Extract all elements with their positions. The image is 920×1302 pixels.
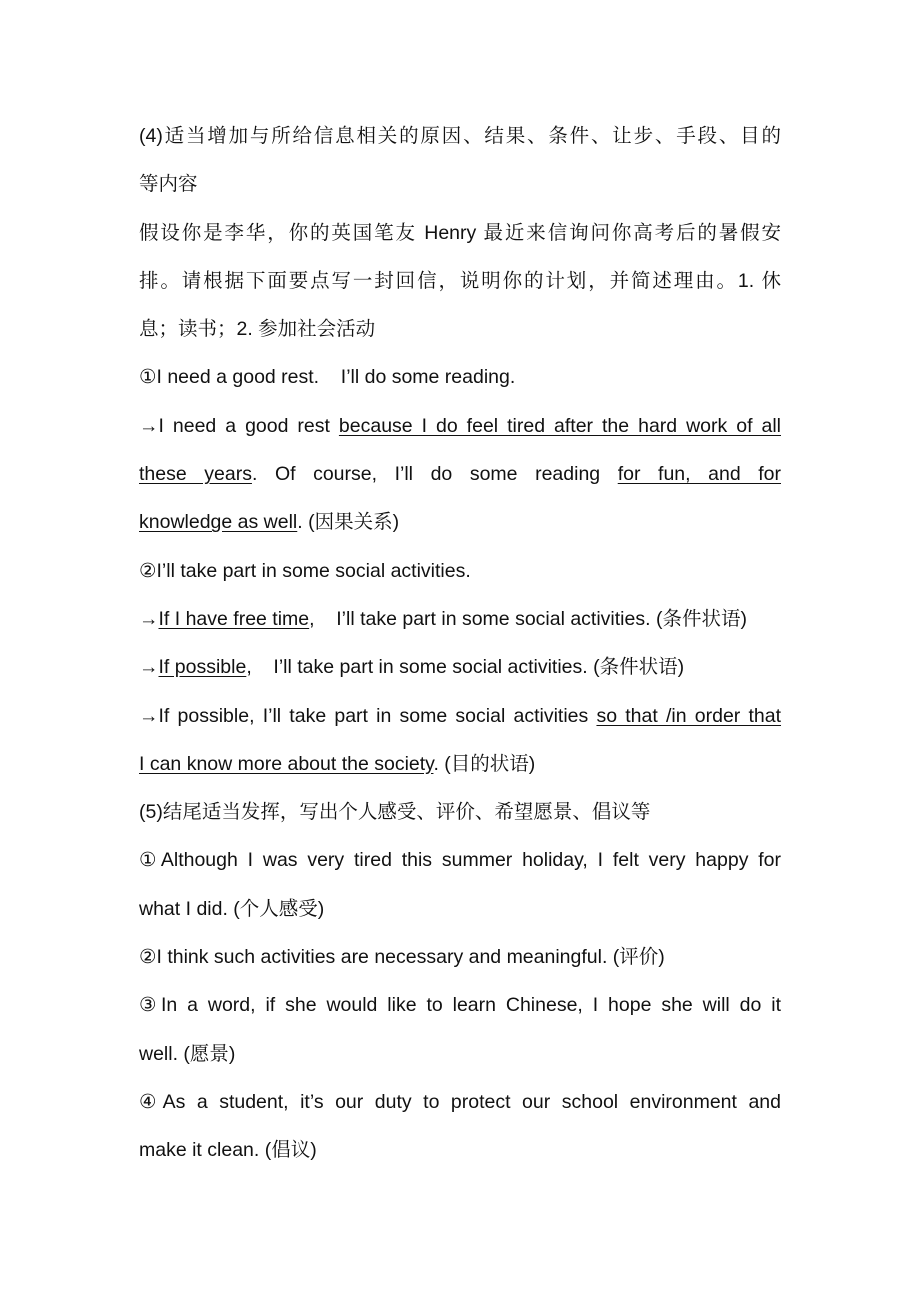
text: (4)适当增加与所给信息相关的原因、结果、条件、让步、手段、目的: [139, 125, 781, 147]
text: ④As a student, it’s our duty to protect our school environment and: [139, 1090, 781, 1113]
underlined-text: knowledge as well: [139, 511, 298, 534]
ending-2: [139, 933, 781, 981]
text: what I did. (个人感受): [139, 897, 325, 920]
text: →: [139, 607, 159, 630]
document-body: [139, 112, 781, 1175]
underlined-text: If possible: [158, 656, 247, 679]
ending-1-cont: [139, 885, 781, 933]
text: →: [139, 656, 159, 679]
underlined-text: I can know more about the society: [139, 752, 434, 775]
text: 排。请根据下面要点写一封回信，说明你的计划，并简述理由。1. 休: [139, 269, 781, 292]
heading-4-cont: [139, 160, 781, 208]
example-1-rewrite-cont: [139, 450, 781, 498]
text: ②I think such activities are necessary and meaningful. (评价): [139, 946, 665, 969]
underlined-text: these years: [139, 463, 252, 486]
text: . (因果关系): [297, 511, 400, 534]
text: , I’ll take part in some social activities. (条件状语): [246, 656, 685, 679]
text: ①Although I was very tired this summer holiday, I felt very happy for: [139, 849, 781, 872]
example-2-rewrite-c: [139, 692, 781, 740]
example-2-rewrite-c-cont: [139, 740, 781, 788]
underlined-text: so that /in order that: [596, 704, 782, 727]
ending-1: [139, 836, 781, 884]
ending-4: [139, 1078, 781, 1126]
text: . (目的状语): [433, 752, 536, 775]
text: →I need a good rest: [139, 414, 339, 437]
text: (5)结尾适当发挥，写出个人感受、评价、希望愿景、倡议等: [139, 801, 651, 824]
text: , I’ll take part in some social activities. (条件状语): [309, 607, 747, 630]
prompt-line: [139, 209, 781, 257]
ending-3-cont: [139, 1030, 781, 1078]
underlined-text: because I do feel tired after the hard work of all: [338, 414, 781, 437]
text: . Of course, I’ll do some reading: [251, 463, 618, 486]
example-2: [139, 547, 781, 595]
example-1-rewrite: [139, 402, 781, 450]
text: ②I’ll take part in some social activities.: [139, 559, 471, 582]
text: well. (愿景): [139, 1042, 236, 1065]
prompt-line: [139, 305, 781, 353]
text: →If possible, I’ll take part in some social activities: [139, 704, 597, 727]
example-1: [139, 353, 781, 401]
text: 假设你是李华，你的英国笔友 Henry 最近来信询问你高考后的暑假安: [139, 221, 781, 244]
underlined-text: for fun, and for: [617, 463, 781, 486]
ending-4-cont: [139, 1126, 781, 1174]
text: ③In a word, if she would like to learn Chinese, I hope she will do it: [139, 994, 781, 1017]
example-2-rewrite-a: [139, 595, 781, 643]
text: 等内容: [139, 173, 198, 196]
prompt-line: [139, 257, 781, 305]
example-2-rewrite-b: [139, 643, 781, 691]
text: ①I need a good rest. I’ll do some reading.: [139, 366, 516, 389]
text: make it clean. (倡议): [139, 1139, 317, 1162]
ending-3: [139, 981, 781, 1029]
text: 息；读书；2. 参加社会活动: [139, 318, 376, 341]
example-1-rewrite-end: [139, 498, 781, 546]
heading-5: [139, 788, 781, 836]
heading-4: [139, 112, 781, 160]
underlined-text: If I have free time: [158, 607, 310, 630]
